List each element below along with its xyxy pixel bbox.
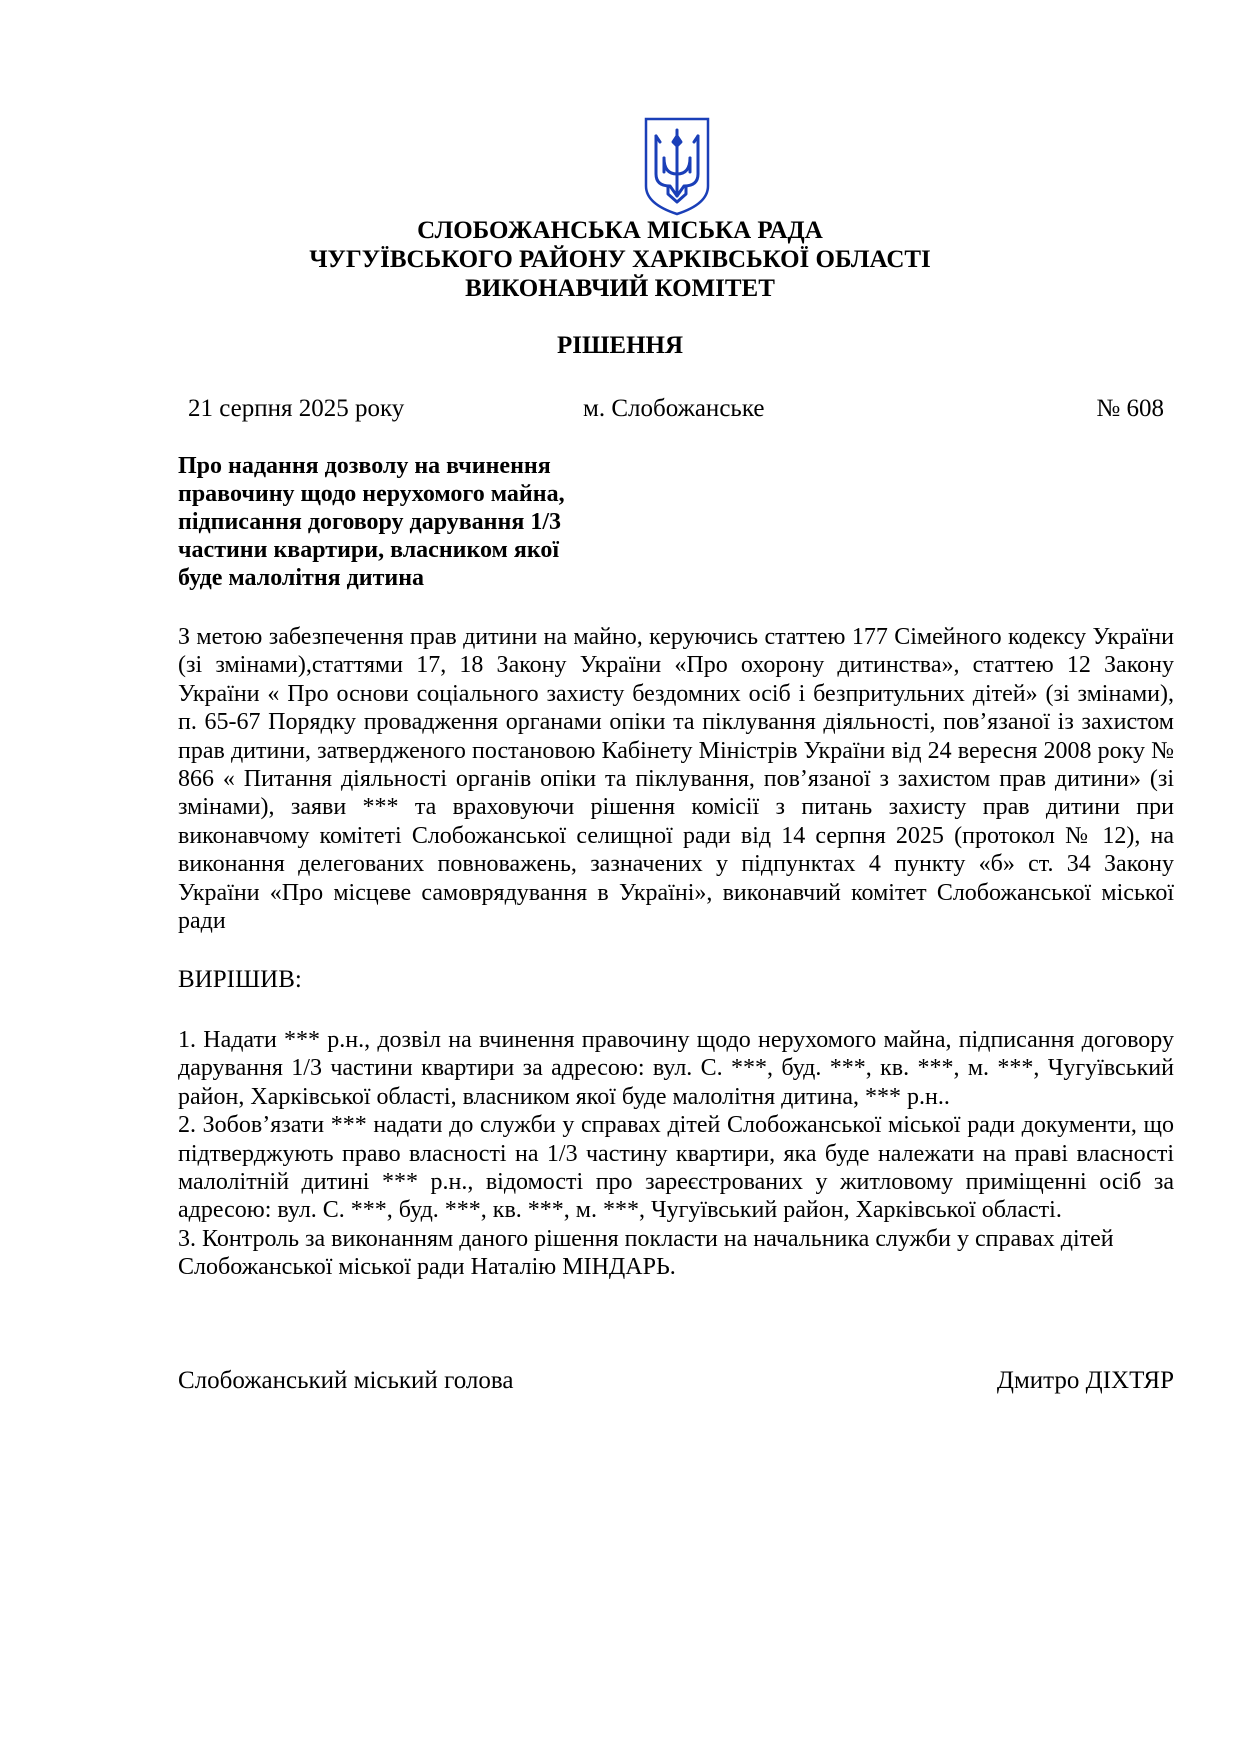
subject-line: частини квартири, власником якої — [178, 537, 560, 563]
authority-header — [0, 216, 1240, 303]
decision-date: 21 серпня 2025 року — [188, 395, 405, 422]
resolved-heading: ВИРІШИВ: — [178, 966, 302, 993]
decision-subject — [178, 452, 618, 592]
signatory-role: Слобожанський міський голова — [178, 1367, 514, 1394]
signatory-name: Дмитро ДІХТЯР — [996, 1367, 1174, 1394]
decision-place: м. Слобожанське — [583, 395, 765, 422]
decision-title: РІШЕННЯ — [556, 332, 684, 359]
decision-item: 3. Контроль за виконанням даного рішення покласти на начальника служби у справах дітей Слобожанської міської ради Наталію МІНДАРЬ. — [178, 1225, 1114, 1281]
subject-line: буде малолітня дитина — [178, 565, 425, 591]
header-line-committee: ВИКОНАВЧИЙ КОМІТЕТ — [465, 275, 775, 302]
subject-line: підписання договору дарування 1/3 — [178, 509, 561, 535]
decision-number: № 608 — [1096, 395, 1164, 422]
subject-line: правочину щодо нерухомого майна, — [178, 481, 565, 507]
preamble-paragraph: З метою забезпечення прав дитини на майно, керуючись статтею 177 Сімейного кодексу України (зі змінами),статтями 17, 18 Закону України «Про охорону дитинства», статтею 12 Закону України « Про основи соціального захисту бездомних осіб і безпритульних дітей» (зі змінами), п. 65-67 Порядку провадження органами опіки та піклування діяльності, пов’язаної із захистом прав дитини, затвердженого постановою Кабінету Міністрів України від 24 вересня 2008 року № 866 « Питання діяльності органів опіки та піклування, пов’язаної з захистом прав дитини» (зі змінами), заяви *** та враховуючи рішення комісії з питань захисту прав дитини при виконавчому комітеті Слобожанської селищної ради від 14 серпня 2025 (протокол № 12), на виконання делегованих повноважень, зазначених у підпунктах 4 пункту «б» ст. 34 Закону України «Про місцеве самоврядування в Україні», виконавчий комітет Слобожанської міської ради — [178, 624, 1174, 935]
decision-item: 1. Надати *** р.н., дозвіл на вчинення правочину щодо нерухомого майна, підписання договору дарування 1/3 частини квартири за адресою: вул. С. ***, буд. ***, кв. ***, м. ***, Чугуївський район, Харківської області, власником якої буде малолітня дитина, *** р.н.. — [178, 1027, 1174, 1110]
tryzub-icon — [642, 116, 712, 216]
subject-line: Про надання дозволу на вчинення — [178, 453, 551, 479]
header-line-council: СЛОБОЖАНСЬКА МІСЬКА РАДА — [417, 217, 823, 244]
decision-item: 2. Зобов’язати *** надати до служби у справах дітей Слобожанської міської ради документи, що підтверджують право власності на 1/3 частину квартири, яка буде належати на праві власності малолітній дитині *** р.н., відомості про зареєстрованих у житловому приміщенні осіб за адресою: вул. С. ***, буд. ***, кв. ***, м. ***, Чугуївський район, Харківської області. — [178, 1112, 1174, 1224]
header-line-district: ЧУГУЇВСЬКОГО РАЙОНУ ХАРКІВСЬКОЇ ОБЛАСТІ — [309, 246, 931, 273]
decision-items — [178, 1026, 1174, 1282]
